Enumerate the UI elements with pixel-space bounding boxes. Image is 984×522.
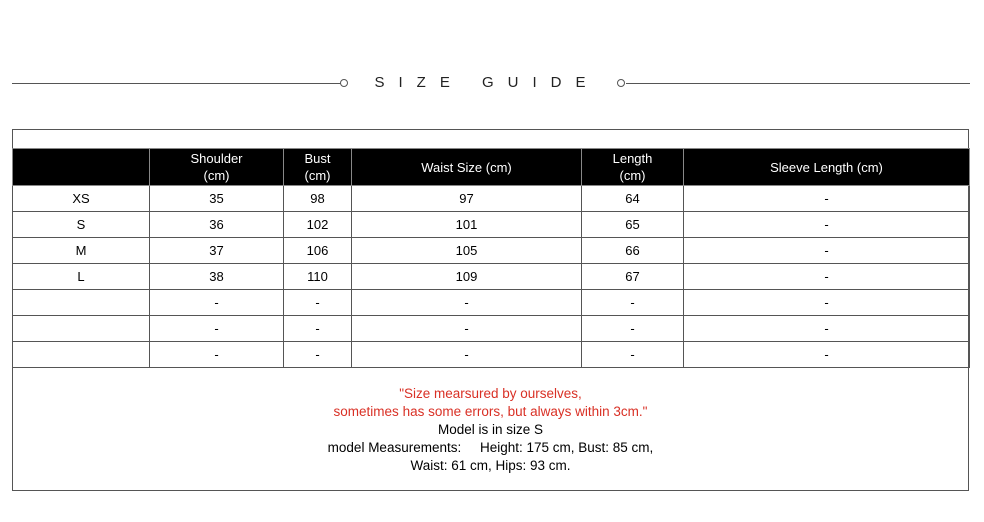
measurement-cell: - — [352, 316, 582, 342]
measurement-cell: - — [150, 342, 284, 368]
size-table — [12, 148, 970, 368]
measurement-cell: - — [582, 342, 684, 368]
table-header-row — [13, 149, 970, 186]
measurement-cell: 36 — [150, 212, 284, 238]
size-guide-panel — [12, 129, 969, 491]
size-label-cell — [13, 316, 150, 342]
page-title: SIZE GUIDE — [374, 74, 600, 91]
table-row — [13, 212, 970, 238]
measurement-cell: 109 — [352, 264, 582, 290]
column-header-label: Bust — [304, 151, 331, 166]
measurement-cell: 101 — [352, 212, 582, 238]
table-body — [13, 186, 970, 368]
measurement-cell: 97 — [352, 186, 582, 212]
measurement-cell: - — [284, 342, 352, 368]
header-rule-right — [626, 83, 970, 84]
size-label-cell: L — [13, 264, 150, 290]
measurement-cell: 110 — [284, 264, 352, 290]
size-note — [13, 385, 968, 475]
column-header-unit: (cm) — [619, 168, 646, 183]
column-header-4 — [582, 149, 684, 186]
circle-ornament-right-icon — [617, 79, 625, 87]
table-row — [13, 290, 970, 316]
measurement-cell: - — [684, 212, 970, 238]
measurement-cell: - — [284, 316, 352, 342]
measurement-cell: 64 — [582, 186, 684, 212]
measurement-cell: 106 — [284, 238, 352, 264]
size-label-cell: XS — [13, 186, 150, 212]
measurement-cell: - — [684, 342, 970, 368]
column-header-label: Shoulder — [190, 151, 243, 166]
note-disclaimer-line-2: sometimes has some errors, but always within 3cm." — [333, 404, 648, 419]
column-header-label: Sleeve Length (cm) — [770, 159, 883, 175]
size-label-cell — [13, 342, 150, 368]
measurement-cell: - — [582, 290, 684, 316]
size-label-cell: M — [13, 238, 150, 264]
measurement-cell: 65 — [582, 212, 684, 238]
measurement-cell: 98 — [284, 186, 352, 212]
measurement-cell: - — [684, 316, 970, 342]
column-header-3 — [352, 149, 582, 186]
column-header-unit: (cm) — [304, 168, 331, 183]
measurement-cell: - — [684, 290, 970, 316]
column-header-1 — [150, 149, 284, 186]
measurement-cell: - — [352, 342, 582, 368]
column-header-5 — [684, 149, 970, 186]
measurement-cell: - — [684, 238, 970, 264]
table-row — [13, 238, 970, 264]
size-label-cell: S — [13, 212, 150, 238]
table-row — [13, 316, 970, 342]
note-disclaimer-line-1: "Size mearsured by ourselves, — [399, 386, 582, 401]
measurement-cell: - — [684, 264, 970, 290]
measurement-cell: - — [150, 316, 284, 342]
measurement-cell: - — [684, 186, 970, 212]
column-header-label: Waist Size (cm) — [421, 159, 512, 175]
column-header-unit: (cm) — [203, 168, 230, 183]
measurement-cell: 37 — [150, 238, 284, 264]
table-row — [13, 186, 970, 212]
column-header-label: Length — [612, 151, 653, 166]
measurement-cell: - — [284, 290, 352, 316]
size-guide-header — [0, 70, 984, 96]
note-model-measurements-2: Waist: 61 cm, Hips: 93 cm. — [410, 458, 571, 473]
measurement-cell: 102 — [284, 212, 352, 238]
measurement-cell: - — [352, 290, 582, 316]
column-header-0 — [13, 149, 150, 186]
measurement-cell: 105 — [352, 238, 582, 264]
measurement-cell: - — [150, 290, 284, 316]
measurement-cell: 38 — [150, 264, 284, 290]
circle-ornament-left-icon — [340, 79, 348, 87]
measurement-cell: 66 — [582, 238, 684, 264]
measurement-cell: 35 — [150, 186, 284, 212]
note-model-measurements-1: model Measurements: Height: 175 cm, Bust: 85 cm, — [327, 440, 654, 455]
measurement-cell: - — [582, 316, 684, 342]
table-row — [13, 342, 970, 368]
note-model-size: Model is in size S — [437, 422, 544, 437]
column-header-2 — [284, 149, 352, 186]
table-row — [13, 264, 970, 290]
size-label-cell — [13, 290, 150, 316]
measurement-cell: 67 — [582, 264, 684, 290]
header-rule-left — [12, 83, 342, 84]
